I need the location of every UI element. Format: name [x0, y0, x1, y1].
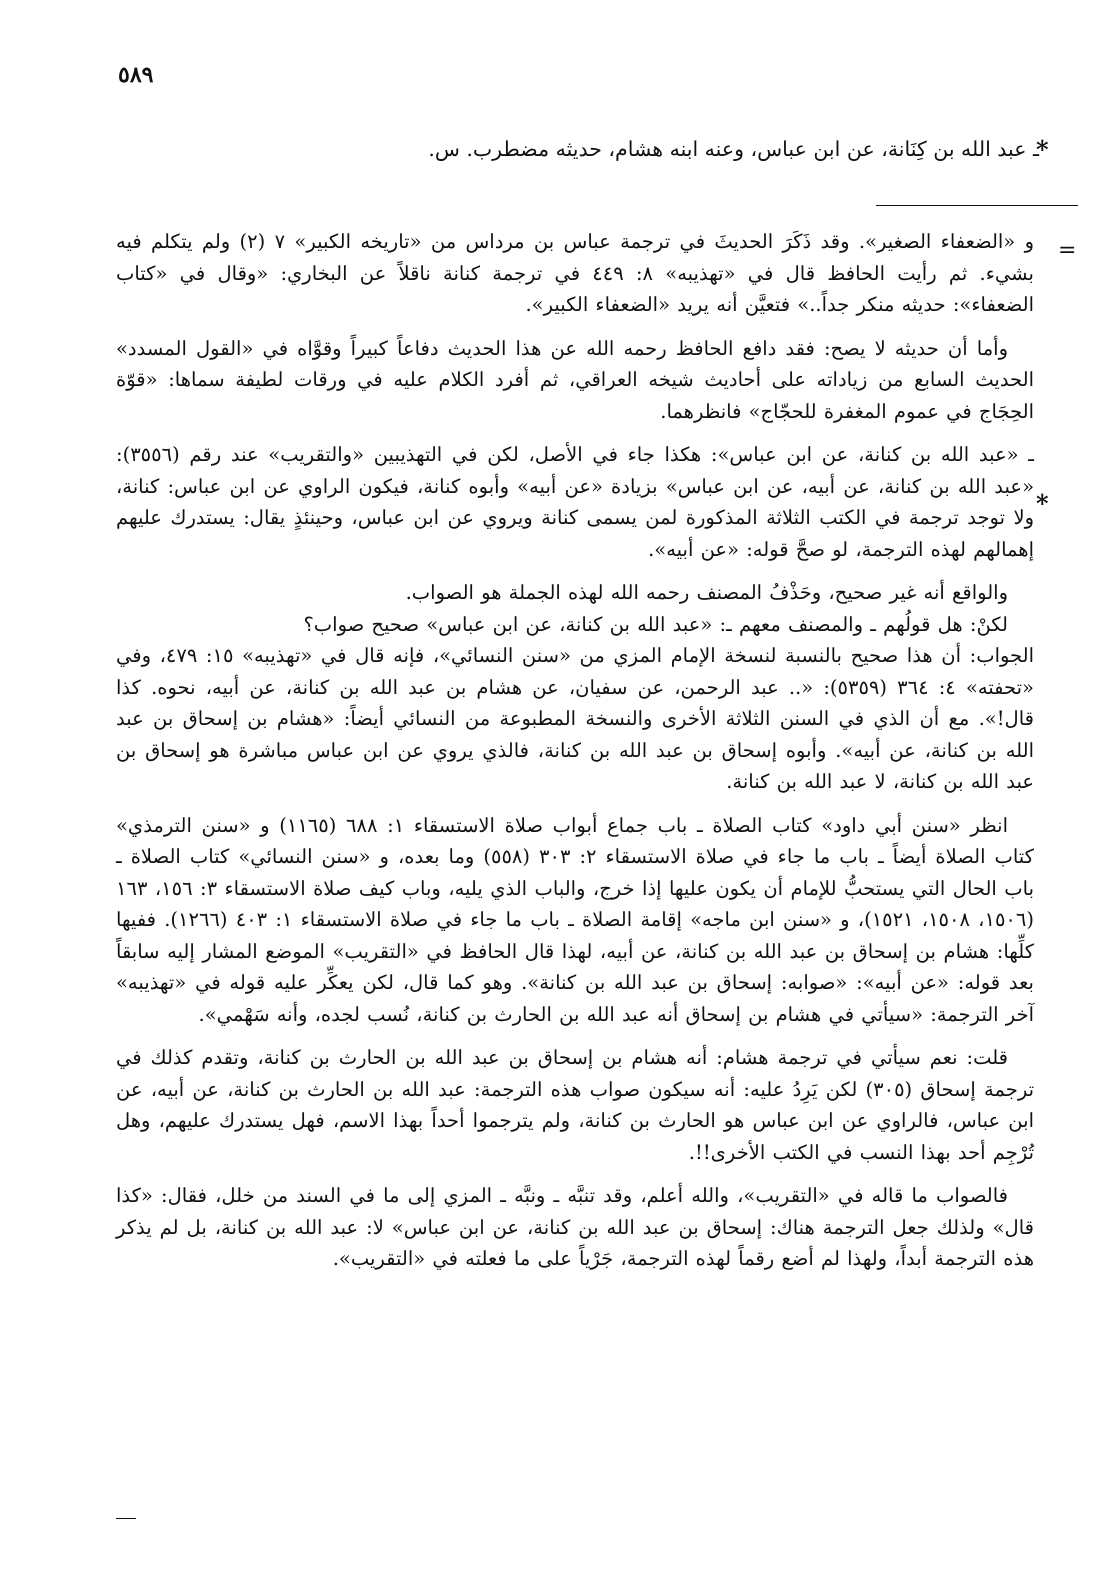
note-paragraph-4: والواقع أنه غير صحيح، وحَذْفُ المصنف رحمه الله لهذه الجملة هو الصواب.: [405, 581, 1008, 604]
bottom-page-mark: [116, 1518, 136, 1519]
note-paragraph-7: انظر «سنن أبي داود» كتاب الصلاة ـ باب جماع أبواب صلاة الاستسقاء ١: ٦٨٨ (١١٦٥) و «سنن الترمذي» كتاب الصلاة أيضاً ـ باب ما جاء في صلاة الاستسقاء ٢: ٣٠٣ (٥٥٨) وما بعده، و «سنن النسائي» كتاب الصلاة ـ باب الحال التي يستحبُّ للإمام أن يكون عليها إذا خرج، والباب الذي يليه، وباب كيف صلاة الاستسقاء ٣: ١٥٦، ١٦٣ (١٥٠٦، ١٥٠٨، ١٥٢١)، و «سنن ابن ماجه» إقامة الصلاة ـ باب ما جاء في صلاة الاستسقاء ١: ٤٠٣ (١٢٦٦). ففيها كلِّها: هشام بن إسحاق بن عبد الله بن كنانة، عن أبيه، لهذا قال الحافظ في «التقريب» الموضع المشار إليه سابقاً بعد قوله: «عن أبيه»: «صوابه: إسحاق بن عبد الله بن كنانة». وهو كما قال، لكن يعكِّر عليه قوله في «تهذيبه» آخر الترجمة: «سيأتي في هشام بن إسحاق أنه عبد الله بن الحارث بن كنانة، نُسب لجده، وأنه سَهْمي».: [116, 813, 1034, 1026]
note-paragraph-8: قلت: نعم سيأتي في ترجمة هشام: أنه هشام بن إسحاق بن عبد الله بن الحارث بن كنانة، وتقدم كذلك في ترجمة إسحاق (٣٠٥) لكن يَرِدُ عليه: أنه سيكون صواب هذه الترجمة: عبد الله بن الحارث بن كنانة، عن أبيه، عن ابن عباس، فالراوي عن ابن عباس هو الحارث بن كنانة، ولم يترجموا أحداً بهذا الاسم، فهل يستدرك عليهم، وهل تُرْجِم أحد بهذا النسب في الكتب الأخرى!!.: [116, 1046, 1035, 1164]
note-paragraph-5: لكنْ: هل قولُهم ـ والمصنف معهم ـ: «عبد الله بن كنانة، عن ابن عباس» صحيح صواب؟: [303, 612, 1008, 636]
note-paragraph-6: الجواب: أن هذا صحيح بالنسبة لنسخة الإمام المزي من «سنن النسائي»، فإنه قال في «تهذيبه» ١٥: ٤٧٩، وفي «تحفته» ٤: ٣٦٤ (٥٣٥٩): «.. عبد الرحمن، عن سفيان، عن هشام بن عبد الله بن كنانة، عن أبيه، نحوه. كذا قال!». مع أن الذي في السنن الثلاثة الأخرى والنسخة المطبوعة من النسائي أيضاً: «هشام بن إسحاق بن عبد الله بن كنانة، عن أبيه». وأبوه إسحاق بن عبد الله بن كنانة، فالذي يروي عن ابن عباس مباشرة هو إسحاق بن عبد الله بن كنانة، لا عبد الله بن كنانة.: [116, 644, 1035, 793]
entry-heading-text: ـ عبد الله بن كِنَانة، عن ابن عباس، وعنه ابنه هشام، حديثه مضطرب. س.: [428, 137, 1039, 161]
note-paragraph-1: و «الضعفاء الصغير». وقد ذَكَرَ الحديثَ في ترجمة عباس بن مرداس من «تاريخه الكبير» ٧ (٢) ولم يتكلم فيه بشيء. ثم رأيت الحافظ قال في «تهذيبه» ٨: ٤٤٩ في ترجمة كنانة ناقلاً عن البخاري: «وقال في «كتاب الضعفاء»: حديثه منكر جداً..» فتعيَّن أنه يريد «الضعفاء الكبير».: [116, 230, 1034, 316]
footnote-separator-rule: [876, 205, 1078, 206]
note-paragraph-3: ـ «عبد الله بن كنانة، عن ابن عباس»: هكذا جاء في الأصل، لكن في التهذيبين «والتقريب» عند رقم (٣٥٥٦): «عبد الله بن كنانة، عن أبيه، عن ابن عباس» بزيادة «عن أبيه» وأبوه كنانة، فيكون الراوي عن ابن عباس: كنانة، ولا توجد ترجمة في الكتب الثلاثة المذكورة لمن يسمى كنانة ويروي عن ابن عباس، وحينئذٍ يقال: يستدرك عليهم إهمالهم لهذه الترجمة، لو صحَّ قوله: «عن أبيه».: [116, 443, 1034, 561]
continuation-marker: =: [1058, 238, 1077, 263]
note-paragraph-9: فالصواب ما قاله في «التقريب»، والله أعلم، وقد تنبَّه ـ ونبَّه ـ المزي إلى ما في السند من خلل، فقال: «كذا قال» ولذلك جعل الترجمة هناك: إسحاق بن عبد الله بن كنانة، عن ابن عباس» لا: عبد الله بن كنانة، بل لم يذكر هذه الترجمة أبداً، ولهذا لم أضع رقماً لهذه الترجمة، جَرْياً على ما فعلته في «التقريب».: [116, 1184, 1034, 1270]
entry-star-marker: *: [1036, 135, 1049, 164]
note-star-marker: *: [1036, 489, 1049, 518]
page-number: ٥٨٩: [118, 62, 154, 88]
note-paragraph-2: وأما أن حديثه لا يصح: فقد دافع الحافظ رحمه الله عن هذا الحديث دفاعاً كبيراً وقوَّاه في «القول المسدد» الحديث السابع من زياداته على أحاديث شيخه العراقي، ثم أفرد الكلام عليه في ورقات لطيفة سماها: «قوّة الحِجَاج في عموم المغفرة للحجّاج» فانظرهما.: [116, 336, 1034, 423]
footnotes-body: [116, 226, 1034, 1287]
